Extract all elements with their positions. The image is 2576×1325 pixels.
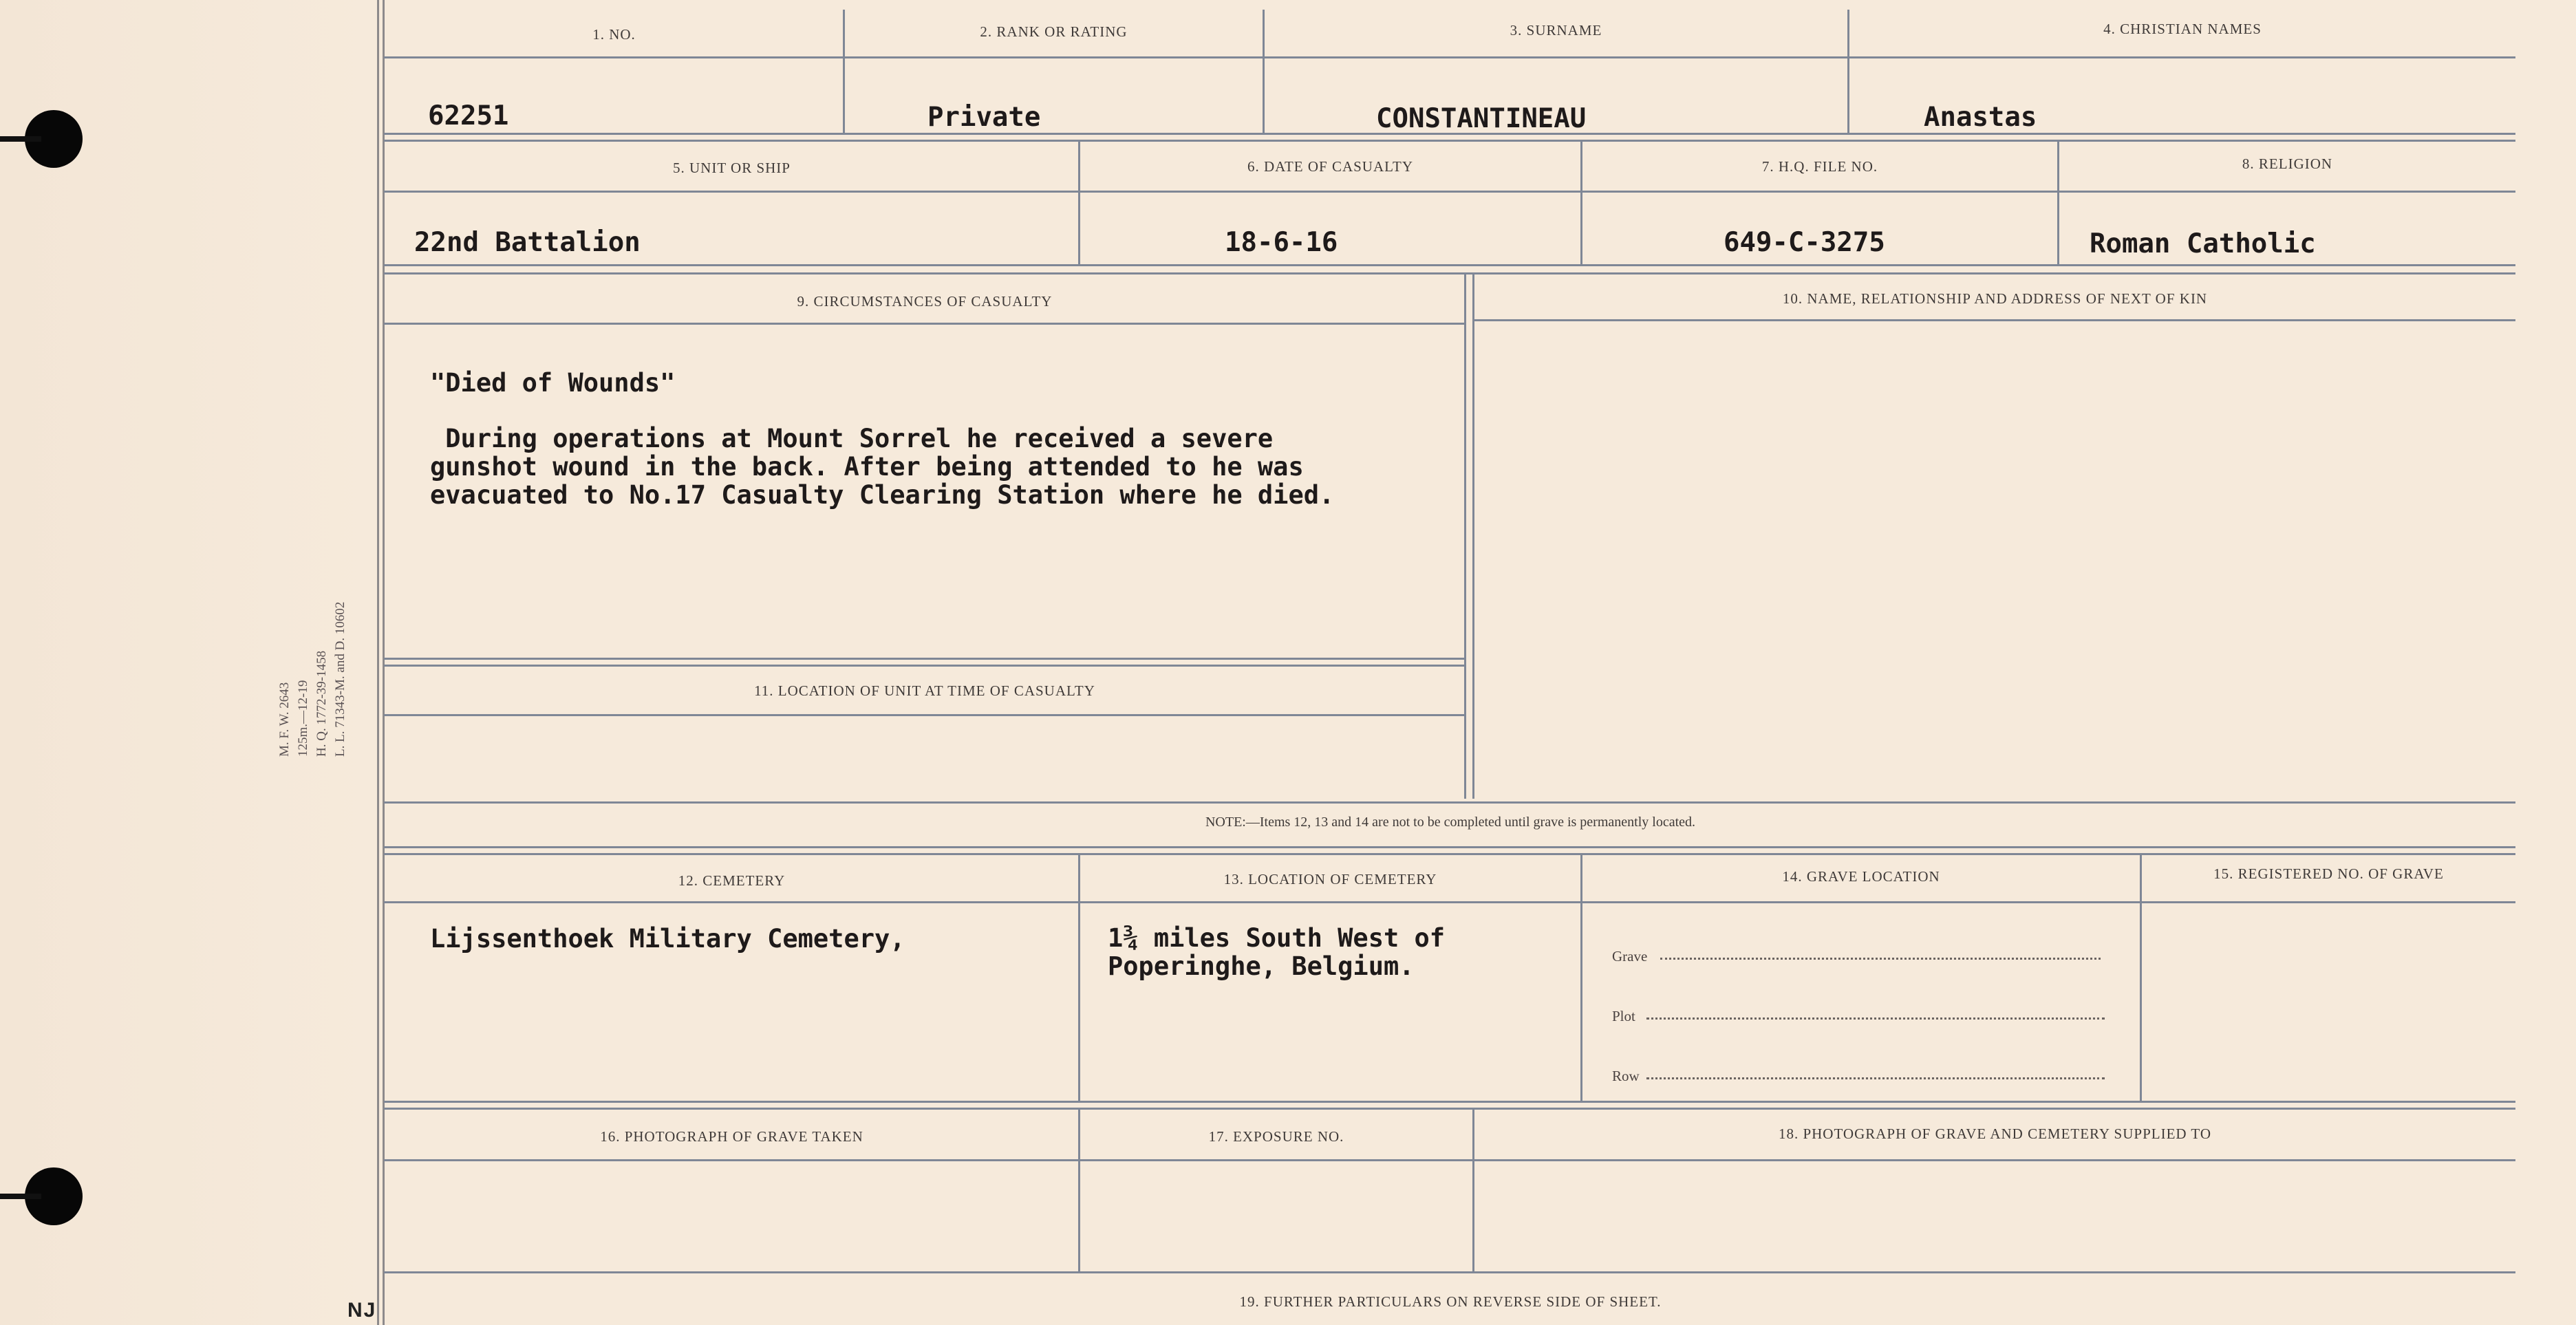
rule-r2-label [384, 191, 2515, 193]
label-circumstances: 9. CIRCUMSTANCES OF CASUALTY [797, 293, 1053, 310]
label-date-of-casualty: 6. DATE OF CASUALTY [1247, 158, 1414, 175]
value-location-of-cemetery: 1¾ miles South West of Poperinghe, Belgium. [1108, 923, 1446, 981]
row-field-label: Row [1612, 1068, 1640, 1084]
value-hq-file-no: 649-C-3275 [1724, 227, 1885, 258]
value-surname: CONSTANTINEAU [1376, 103, 1587, 134]
row-field-line [1646, 1077, 2105, 1079]
label-registered-no: 15. REGISTERED NO. OF GRAVE [2213, 865, 2444, 882]
col-9-10-inner [1472, 272, 1474, 799]
form-print-info: M. F. W. 2643 125m.—12-19 H. Q. 1772-39-1458 L. L. 71343-M. and D. 10602 [277, 601, 347, 757]
value-no: 62251 [428, 100, 509, 131]
rule-circ-bottom [384, 658, 1464, 660]
punch-hole-line-bottom [0, 1194, 41, 1199]
label-religion: 8. RELIGION [2242, 155, 2333, 172]
rule-note-bottom [384, 846, 2515, 848]
col-9-10 [1464, 272, 1466, 799]
label-location-of-unit: 11. LOCATION OF UNIT AT TIME OF CASUALTY [754, 682, 1095, 699]
value-christian-names: Anastas [1924, 102, 2037, 133]
circumstances-text: During operations at Mount Sorrel he received a severe gunshot wound in the back. After being attended to he was evacuated to No.17 Casualty Clearing Station where he died. [430, 424, 1335, 510]
label-unit: 5. UNIT OR SHIP [673, 160, 791, 176]
value-religion: Roman Catholic [2090, 228, 2316, 259]
rule-circ-label [384, 323, 1464, 325]
further-particulars-note: 19. FURTHER PARTICULARS ON REVERSE SIDE OF SHEET. [1239, 1293, 1662, 1310]
rule-note-top [384, 801, 2515, 804]
value-unit: 22nd Battalion [414, 227, 641, 258]
value-date-of-casualty: 18-6-16 [1225, 227, 1338, 258]
value-cemetery: Lijssenthoek Military Cemetery, [430, 924, 905, 954]
rule-r5-label [384, 901, 2515, 903]
rule-r5-top [384, 853, 2515, 855]
col-13-14 [1580, 853, 1582, 1101]
label-hq-file-no: 7. H.Q. FILE NO. [1761, 158, 1878, 175]
col-14-15 [2140, 853, 2142, 1101]
rule-r6-label [384, 1159, 2515, 1161]
rule-loc-top [384, 665, 1464, 667]
punch-hole-line-top [0, 136, 41, 142]
rule-r3-top [384, 272, 2515, 274]
note-items-12-14: NOTE:—Items 12, 13 and 14 are not to be completed until grave is permanently located. [1205, 815, 1696, 830]
rule-r6-top [384, 1108, 2515, 1110]
label-surname: 3. SURNAME [1510, 22, 1602, 39]
grave-field-line [1660, 958, 2101, 960]
rule-r5-bottom [384, 1101, 2515, 1103]
rule-kin-label [1472, 319, 2515, 321]
rule-r2-top [384, 140, 2515, 142]
grave-field-label: Grave [1612, 948, 1648, 965]
label-exposure-no: 17. EXPOSURE NO. [1208, 1128, 1344, 1145]
plot-field-line [1646, 1017, 2105, 1020]
rule-r2-bottom [384, 264, 2515, 266]
plot-field-label: Plot [1612, 1008, 1635, 1024]
label-photo-supplied: 18. PHOTOGRAPH OF GRAVE AND CEMETERY SUPPLIED TO [1778, 1125, 2212, 1142]
label-cemetery: 12. CEMETERY [678, 872, 786, 889]
label-christian-names: 4. CHRISTIAN NAMES [2103, 21, 2262, 37]
rule-r1-label [384, 56, 2515, 58]
value-rank: Private [927, 102, 1041, 133]
label-no: 1. NO. [592, 26, 636, 43]
margin-rule [377, 0, 379, 1325]
label-rank: 2. RANK OR RATING [980, 23, 1128, 40]
margin-rule-inner [383, 0, 385, 1325]
label-location-of-cemetery: 13. LOCATION OF CEMETERY [1223, 871, 1437, 887]
col-12-13 [1078, 853, 1080, 1101]
label-photo-taken: 16. PHOTOGRAPH OF GRAVE TAKEN [600, 1128, 863, 1145]
rule-r6-bottom [384, 1271, 2515, 1273]
label-grave-location: 14. GRAVE LOCATION [1782, 868, 1940, 885]
rule-loc-label [384, 714, 1464, 716]
corner-mark: NJ [347, 1299, 377, 1322]
circumstances-title: "Died of Wounds" [430, 368, 676, 398]
label-next-of-kin: 10. NAME, RELATIONSHIP AND ADDRESS OF NEXT OF KIN [1782, 290, 2208, 307]
